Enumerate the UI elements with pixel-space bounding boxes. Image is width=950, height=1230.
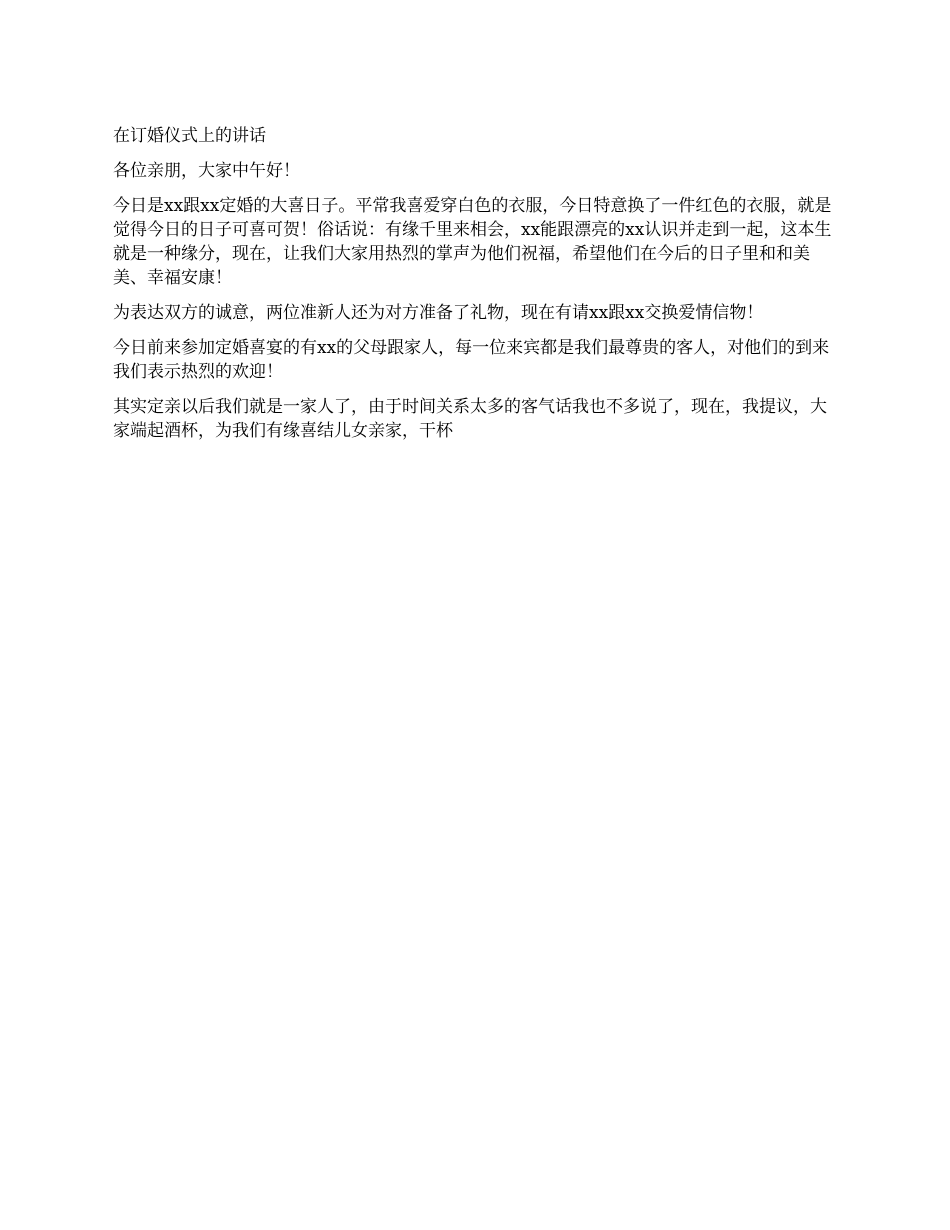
document-title: 在订婚仪式上的讲话 xyxy=(113,126,266,146)
document-page xyxy=(113,124,843,454)
paragraph-toast: 其实定亲以后我们就是一家人了，由于时间关系太多的客气话我也不多说了，现在，我提议，大家端起酒杯，为我们有缘喜结儿女亲家，干杯 xyxy=(113,397,827,441)
paragraph-occasion: 今日是xx跟xx定婚的大喜日子。平常我喜爱穿白色的衣服，今日特意换了一件红色的衣服，就是觉得今日的日子可喜可贺！俗话说：有缘千里来相会，xx能跟漂亮的xx认识并走到一起，这本生就是一种缘分，现在，让我们大家用热烈的掌声为他们祝福，希望他们在今后的日子里和和美美、幸福安康！ xyxy=(113,196,832,288)
paragraph-gifts: 为表达双方的诚意，两位准新人还为对方准备了礼物，现在有请xx跟xx交换爱情信物！ xyxy=(113,303,764,323)
paragraph-welcome: 今日前来参加定婚喜宴的有xx的父母跟家人，每一位来宾都是我们最尊贵的客人，对他们的到来我们表示热烈的欢迎！ xyxy=(113,338,830,382)
paragraph-greeting: 各位亲朋，大家中午好！ xyxy=(113,161,300,181)
